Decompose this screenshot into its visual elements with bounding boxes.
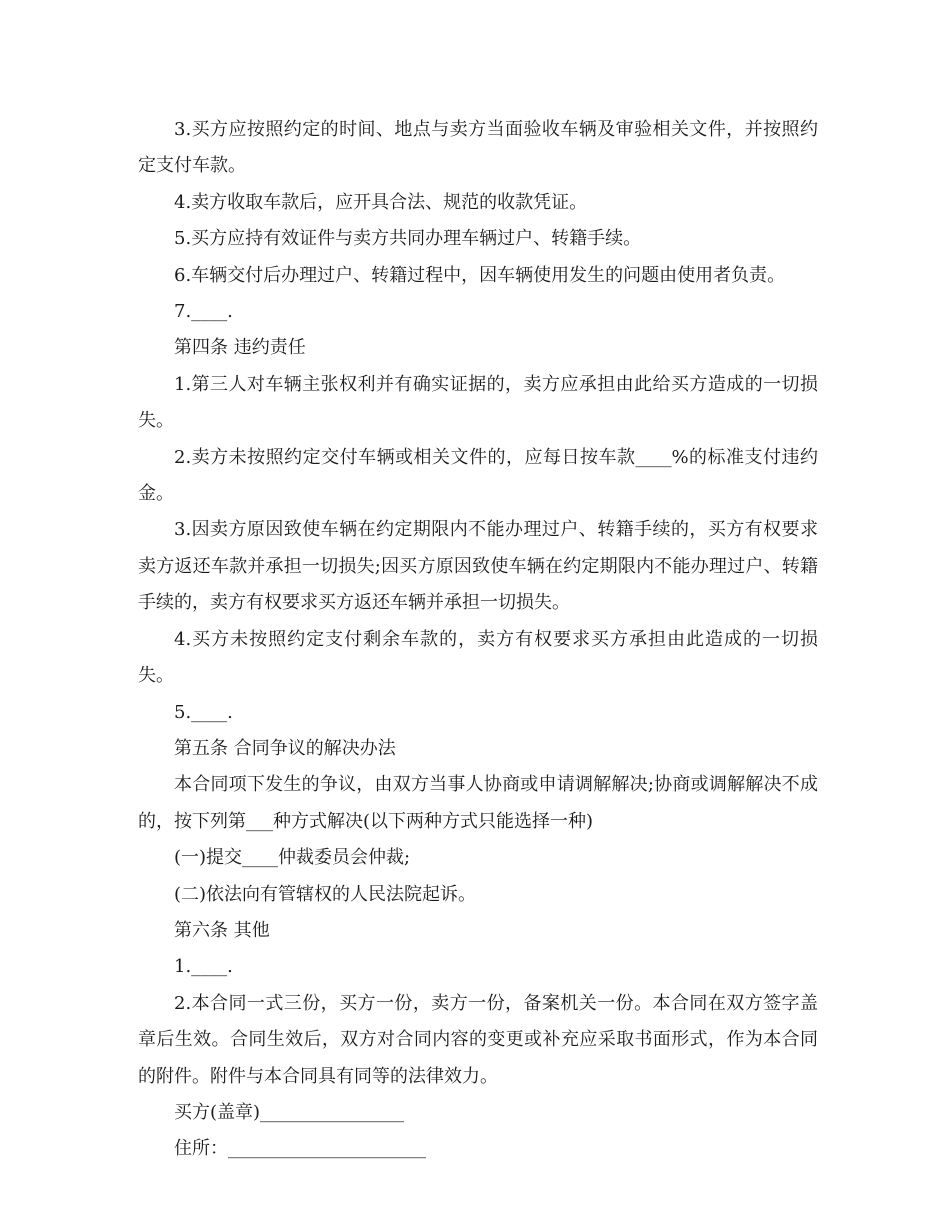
clause-3-7-blank: 7.____. <box>174 301 233 323</box>
clause-6-1-blank: 1.____. <box>174 956 233 978</box>
address-line: 住所：______________________ <box>174 1138 426 1160</box>
article-6-heading: 第六条 其他 <box>174 919 270 941</box>
clause-4-1-third-party: 1.第三人对车辆主张权利并有确实证据的，卖方应承担由此给买方造成的一切损失。 <box>138 373 818 432</box>
clause-4-4-payment-default: 4.买方未按照约定支付剩余车款的，卖方有权要求买方承担由此造成的一切损失。 <box>138 628 818 687</box>
article-5-option-court: (二)依法向有管辖权的人民法院起诉。 <box>174 883 477 905</box>
clause-3-5-transfer: 5.买方应持有效证件与卖方共同办理车辆过户、转籍手续。 <box>174 228 642 250</box>
article-4-heading: 第四条 违约责任 <box>174 337 306 359</box>
clause-4-3-transfer-failure: 3.因卖方原因致使车辆在约定期限内不能办理过户、转籍手续的，买方有权要求卖方返还车款并承担一切损失;因买方原因致使车辆在约定期限内不能办理过户、转籍手续的，卖方有权要求买方返还车辆并承担一切损失。 <box>138 519 818 614</box>
clause-6-2-copies: 2.本合同一式三份，买方一份，卖方一份，备案机关一份。本合同在双方签字盖章后生效。合同生效后，双方对合同内容的变更或补充应采取书面形式，作为本合同的附件。附件与本合同具有同等的法律效力。 <box>138 992 818 1087</box>
article-5-dispute-text: 本合同项下发生的争议，由双方当事人协商或申请调解解决;协商或调解解决不成的，按下列第___种方式解决(以下两种方式只能选择一种) <box>138 774 818 832</box>
clause-3-3-buyer-inspection: 3.买方应按照约定的时间、地点与卖方当面验收车辆及审验相关文件，并按照约定支付车款。 <box>138 119 818 177</box>
buyer-seal-line: 买方(盖章)________________ <box>174 1101 405 1123</box>
clause-3-6-responsibility: 6.车辆交付后办理过户、转籍过程中，因车辆使用发生的问题由使用者负责。 <box>174 264 786 286</box>
contract-page <box>138 112 818 1168</box>
clause-4-2-late-delivery: 2.卖方未按照约定交付车辆或相关文件的，应每日按车款____%的标准支付违约金。 <box>138 446 818 505</box>
clause-4-5-blank: 5.____. <box>174 701 233 723</box>
clause-3-4-receipt: 4.卖方收取车款后，应开具合法、规范的收款凭证。 <box>174 191 588 213</box>
article-5-heading: 第五条 合同争议的解决办法 <box>174 737 396 759</box>
article-5-option-arbitration: (一)提交____仲裁委员会仲裁; <box>174 847 411 869</box>
